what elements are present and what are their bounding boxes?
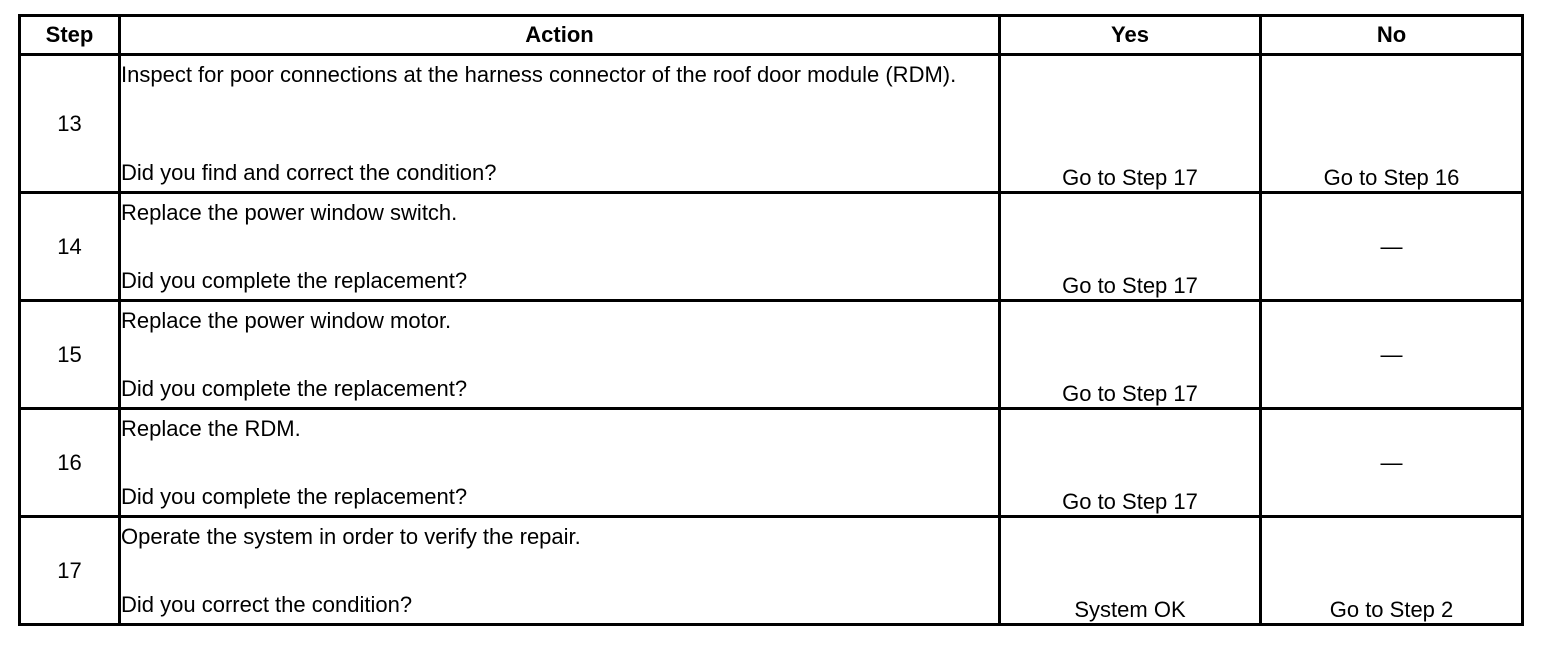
yes-result: Go to Step 17 bbox=[1000, 193, 1261, 301]
table-row bbox=[20, 409, 1523, 517]
table-row bbox=[20, 193, 1523, 301]
no-result: — bbox=[1261, 409, 1523, 517]
header-step: Step bbox=[20, 16, 120, 55]
yes-result: Go to Step 17 bbox=[1000, 409, 1261, 517]
action-cell bbox=[120, 409, 1000, 517]
yes-result: Go to Step 17 bbox=[1000, 301, 1261, 409]
step-number: 15 bbox=[20, 301, 120, 409]
table-row bbox=[20, 301, 1523, 409]
no-result: Go to Step 2 bbox=[1261, 517, 1523, 625]
action-cell bbox=[120, 55, 1000, 193]
header-no: No bbox=[1261, 16, 1523, 55]
header-action: Action bbox=[120, 16, 1000, 55]
action-instruction: Operate the system in order to verify the repair. bbox=[121, 524, 581, 549]
action-question: Did you complete the replacement? bbox=[121, 268, 468, 293]
table-row bbox=[20, 55, 1523, 193]
action-instruction: Replace the RDM. bbox=[121, 416, 301, 441]
diagnostic-table bbox=[18, 14, 1524, 626]
table-row bbox=[20, 517, 1523, 625]
action-instruction: Replace the power window motor. bbox=[121, 308, 452, 333]
yes-result: Go to Step 17 bbox=[1000, 55, 1261, 193]
action-question: Did you complete the replacement? bbox=[121, 376, 468, 401]
step-number: 16 bbox=[20, 409, 120, 517]
yes-result: System OK bbox=[1000, 517, 1261, 625]
action-question: Did you find and correct the condition? bbox=[121, 160, 497, 185]
no-result: — bbox=[1261, 193, 1523, 301]
no-result: Go to Step 16 bbox=[1261, 55, 1523, 193]
action-instruction: Inspect for poor connections at the harness connector of the roof door module (RDM). bbox=[121, 62, 957, 87]
table-header-row bbox=[20, 16, 1523, 55]
action-instruction: Replace the power window switch. bbox=[121, 200, 458, 225]
action-question: Did you complete the replacement? bbox=[121, 484, 468, 509]
step-number: 13 bbox=[20, 55, 120, 193]
action-question: Did you correct the condition? bbox=[121, 592, 413, 617]
action-cell bbox=[120, 517, 1000, 625]
action-cell bbox=[120, 193, 1000, 301]
header-yes: Yes bbox=[1000, 16, 1261, 55]
step-number: 14 bbox=[20, 193, 120, 301]
step-number: 17 bbox=[20, 517, 120, 625]
no-result: — bbox=[1261, 301, 1523, 409]
action-cell bbox=[120, 301, 1000, 409]
